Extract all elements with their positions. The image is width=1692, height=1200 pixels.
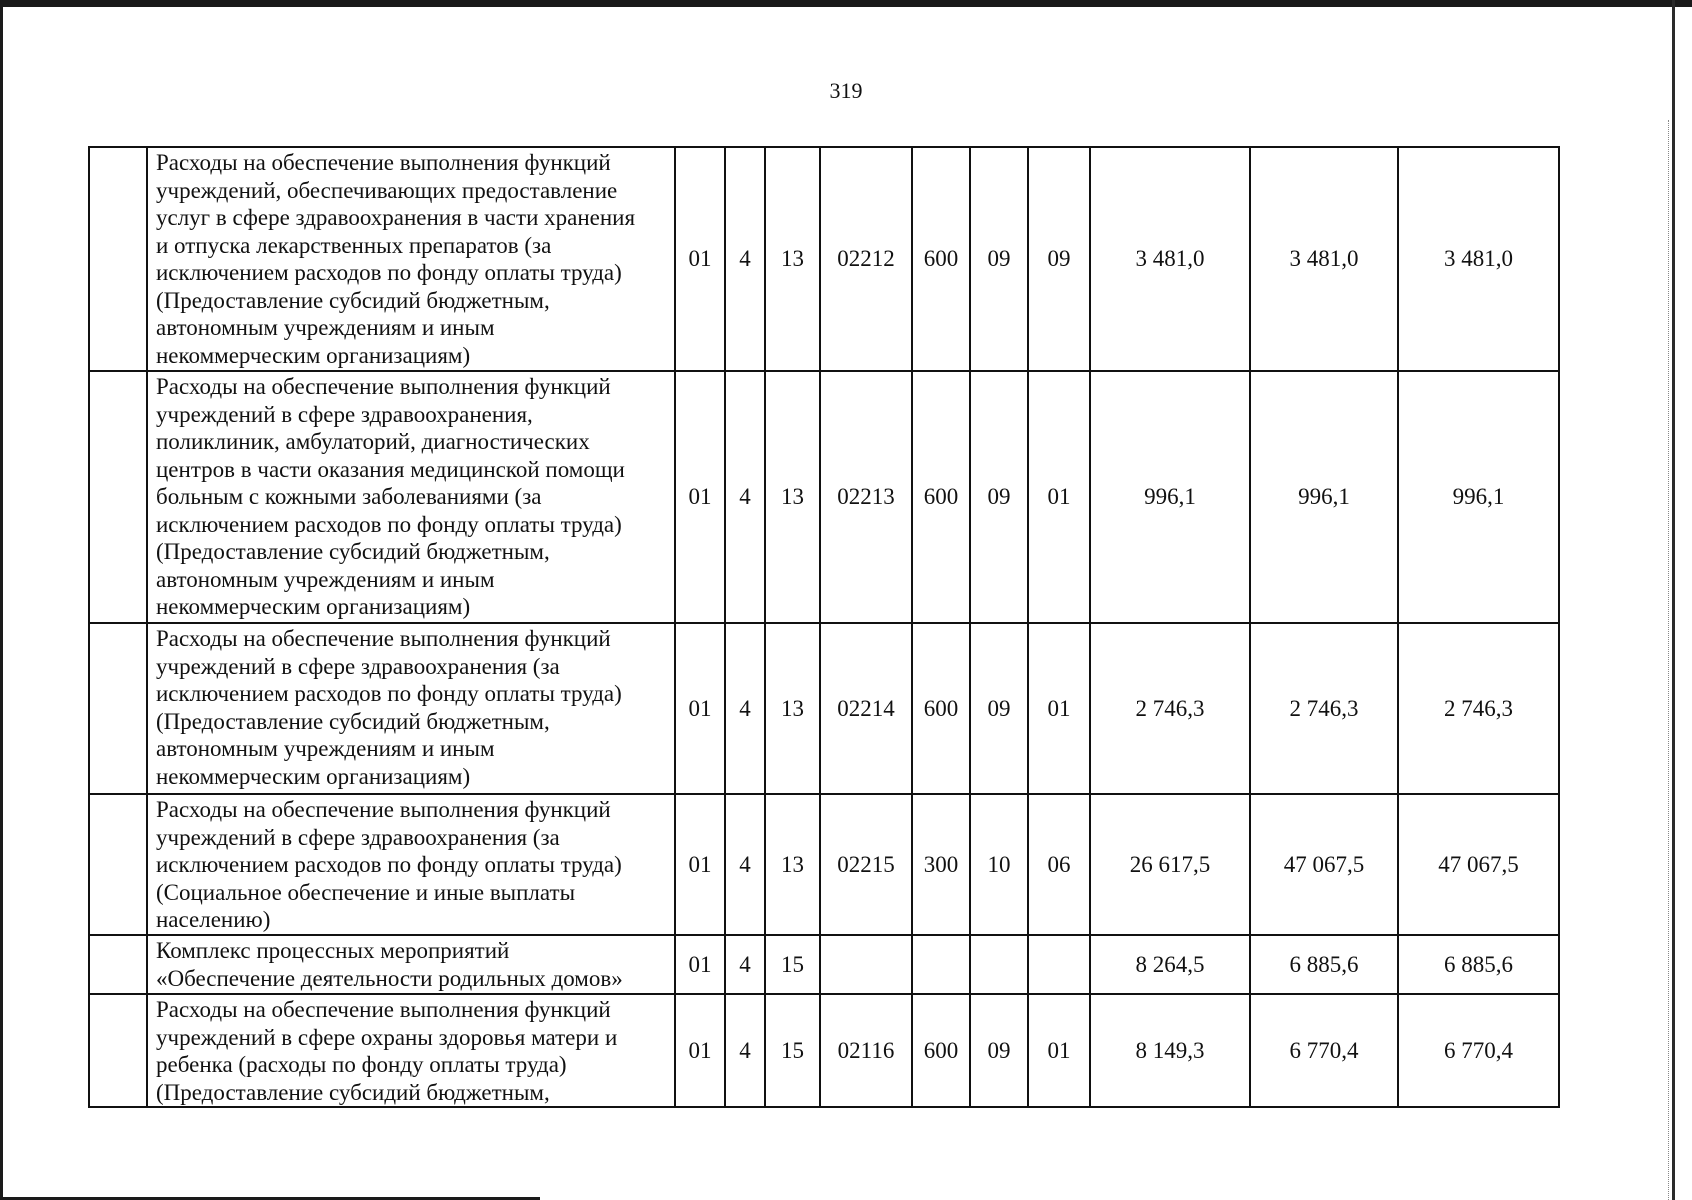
description-line: Расходы на обеспечение выполнения функций [156,626,611,651]
table-row [89,994,1559,1107]
code-structure-cell: 13 [765,794,820,935]
table-row [89,623,1559,794]
description-line: исключением расходов по фонду оплаты труда) [156,511,622,537]
code-subsection-cell: 06 [1028,794,1090,935]
code-section-cell: 09 [970,623,1028,794]
amount-year-1-cell: 8 149,3 [1090,994,1250,1107]
description-line: Комплекс процессных мероприятий [156,938,510,963]
code-expense-type-cell: 600 [912,371,970,623]
description-cell [147,994,675,1107]
description-line: учреждений в сфере здравоохранения (за [156,653,560,679]
code-direction-cell: 02213 [820,371,912,623]
description-cell [147,623,675,794]
page-number: 319 [829,78,863,103]
code-program-cell: 01 [675,994,725,1107]
amount-year-2-cell: 3 481,0 [1250,147,1398,371]
description-line: (Предоставление субсидий бюджетным, [156,539,550,564]
code-subprogram-cell: 4 [725,147,765,371]
scan-border-right-dotted [1668,120,1670,1200]
description-line: автономным учреждениям и иным [156,736,495,761]
code-subprogram-cell: 4 [725,623,765,794]
description-cell [147,147,675,371]
description-line: исключением расходов по фонду оплаты труда) [156,852,622,877]
code-program-cell: 01 [675,623,725,794]
amount-year-3-cell: 2 746,3 [1398,623,1559,794]
description-line: ребенка (расходы по фонду оплаты труда) [156,1052,567,1077]
budget-table [88,146,1560,1108]
description-line: некоммерческим организациям) [156,763,471,789]
code-subprogram-cell: 4 [725,794,765,935]
code-expense-type-cell: 600 [912,994,970,1107]
amount-year-1-cell: 26 617,5 [1090,794,1250,935]
description-line: учреждений, обеспечивающих предоставление [156,177,618,203]
row-number-cell [89,147,147,371]
description-line: (Предоставление субсидий бюджетным, [156,708,550,734]
table-body [89,147,1559,1107]
code-subsection-cell: 01 [1028,994,1090,1107]
description-line: «Обеспечение деятельности родильных домов» [156,965,623,991]
code-subprogram-cell: 4 [725,935,765,994]
amount-year-3-cell: 3 481,0 [1398,147,1559,371]
code-section-cell [970,935,1028,994]
amount-year-3-cell: 996,1 [1398,371,1559,623]
code-subprogram-cell: 4 [725,371,765,623]
code-expense-type-cell: 600 [912,147,970,371]
amount-year-1-cell: 996,1 [1090,371,1250,623]
description-line: автономным учреждениям и иным [156,566,495,592]
code-structure-cell: 13 [765,623,820,794]
table-row [89,794,1559,935]
amount-year-1-cell: 3 481,0 [1090,147,1250,371]
row-number-cell [89,994,147,1107]
description-line: (Предоставление субсидий бюджетным, [156,1079,550,1105]
code-expense-type-cell [912,935,970,994]
description-line: населению) [156,907,271,932]
description-line: учреждений в сфере здравоохранения, [156,401,533,427]
description-line: учреждений в сфере охраны здоровья матери и [156,1024,618,1050]
description-line: и отпуска лекарственных препаратов (за [156,232,552,258]
code-direction-cell: 02215 [820,794,912,935]
code-expense-type-cell: 600 [912,623,970,794]
description-line: услуг в сфере здравоохранения в части хранения [156,205,636,230]
amount-year-2-cell: 996,1 [1250,371,1398,623]
code-direction-cell: 02214 [820,623,912,794]
code-program-cell: 01 [675,371,725,623]
scan-border-top [0,0,1692,7]
amount-year-2-cell: 2 746,3 [1250,623,1398,794]
code-structure-cell: 15 [765,994,820,1107]
description-line: исключением расходов по фонду оплаты труда) [156,681,622,706]
description-line: некоммерческим организациям) [156,342,471,368]
amount-year-1-cell: 8 264,5 [1090,935,1250,994]
code-section-cell: 09 [970,994,1028,1107]
row-number-cell [89,623,147,794]
description-line: центров в части оказания медицинской помощи [156,456,625,482]
code-direction-cell: 02212 [820,147,912,371]
description-line: учреждений в сфере здравоохранения (за [156,824,560,850]
code-subsection-cell: 09 [1028,147,1090,371]
code-program-cell: 01 [675,935,725,994]
description-cell [147,794,675,935]
code-program-cell: 01 [675,794,725,935]
code-section-cell: 10 [970,794,1028,935]
table-row [89,371,1559,623]
description-line: (Предоставление субсидий бюджетным, [156,287,550,313]
amount-year-2-cell: 6 885,6 [1250,935,1398,994]
description-line: исключением расходов по фонду оплаты труда) [156,260,622,285]
amount-year-2-cell: 6 770,4 [1250,994,1398,1107]
code-direction-cell [820,935,912,994]
code-program-cell: 01 [675,147,725,371]
description-line: Расходы на обеспечение выполнения функций [156,374,611,399]
code-direction-cell: 02116 [820,994,912,1107]
description-line: (Социальное обеспечение и иные выплаты [156,879,576,905]
description-line: Расходы на обеспечение выполнения функций [156,997,611,1022]
amount-year-3-cell: 47 067,5 [1398,794,1559,935]
code-structure-cell: 13 [765,147,820,371]
description-cell [147,935,675,994]
scan-border-left [0,0,3,1200]
code-structure-cell: 13 [765,371,820,623]
description-line: больным с кожными заболеваниями (за [156,484,542,509]
amount-year-3-cell: 6 885,6 [1398,935,1559,994]
description-line: Расходы на обеспечение выполнения функций [156,797,611,822]
amount-year-1-cell: 2 746,3 [1090,623,1250,794]
description-line: автономным учреждениям и иным [156,315,495,340]
description-line: поликлиник, амбулаторий, диагностических [156,429,590,454]
code-subsection-cell: 01 [1028,371,1090,623]
code-structure-cell: 15 [765,935,820,994]
amount-year-3-cell: 6 770,4 [1398,994,1559,1107]
description-cell [147,371,675,623]
row-number-cell [89,794,147,935]
row-number-cell [89,371,147,623]
description-line: некоммерческим организациям) [156,594,471,619]
amount-year-2-cell: 47 067,5 [1250,794,1398,935]
table-row [89,935,1559,994]
code-subsection-cell: 01 [1028,623,1090,794]
code-expense-type-cell: 300 [912,794,970,935]
code-subsection-cell [1028,935,1090,994]
table-row [89,147,1559,371]
code-section-cell: 09 [970,371,1028,623]
row-number-cell [89,935,147,994]
code-subprogram-cell: 4 [725,994,765,1107]
description-line: Расходы на обеспечение выполнения функций [156,150,611,175]
scan-border-right [1672,0,1675,1200]
code-section-cell: 09 [970,147,1028,371]
